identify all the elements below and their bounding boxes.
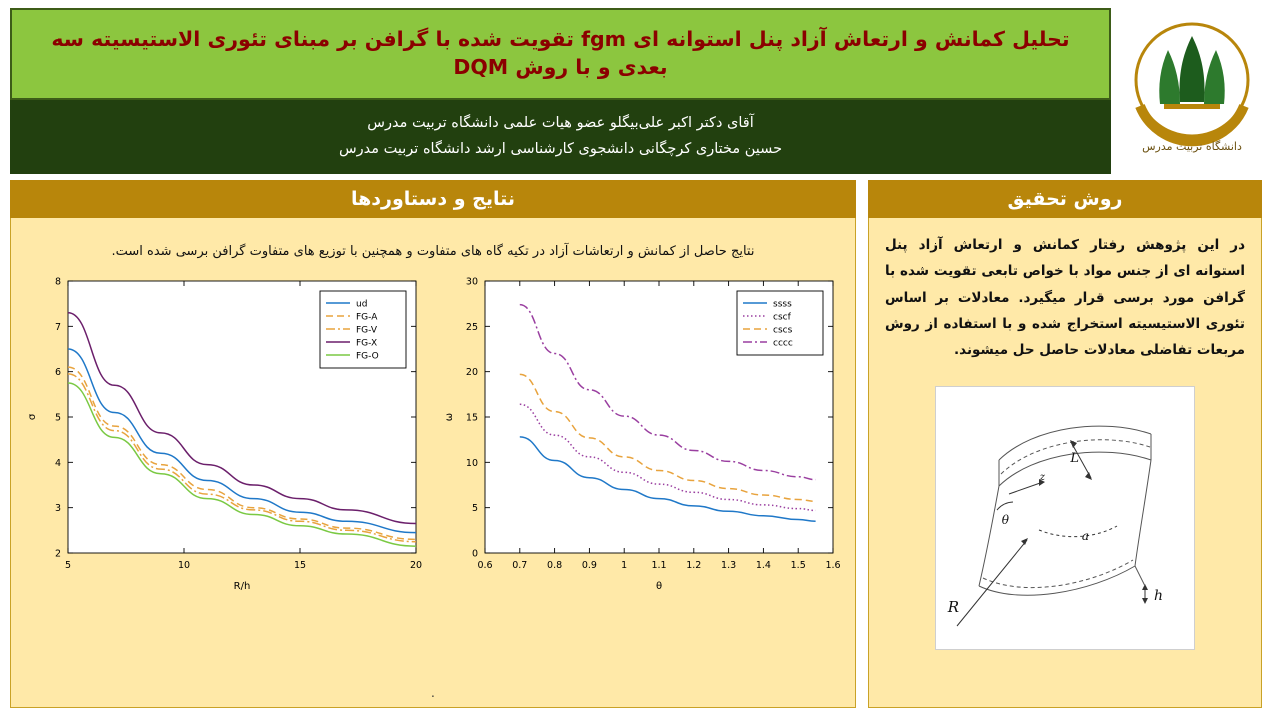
title-bar (10, 8, 1111, 100)
svg-text:دانشگاه تربیت مدرس: دانشگاه تربیت مدرس (1142, 140, 1242, 153)
svg-text:1.3: 1.3 (721, 559, 737, 571)
svg-text:3: 3 (54, 502, 61, 514)
svg-text:7: 7 (54, 321, 61, 333)
method-panel-header (868, 180, 1262, 218)
svg-text:0.7: 0.7 (512, 559, 528, 571)
author-line-1: آقای دکتر اکبر علی‌بیگلو عضو هیات علمی دانشگاه تربیت مدرس (367, 115, 754, 131)
svg-text:5: 5 (64, 559, 72, 571)
figure-label-a: a (1081, 528, 1089, 543)
svg-text:FG-A: FG-A (356, 312, 378, 323)
method-panel-title: روش تحقیق (1007, 188, 1123, 210)
svg-text:15: 15 (293, 559, 307, 571)
figure-label-L: L (1070, 450, 1079, 466)
svg-text:cscf: cscf (773, 312, 791, 323)
svg-text:2: 2 (54, 548, 61, 560)
chart-right-svg (22, 269, 430, 599)
svg-text:θ: θ (655, 580, 663, 592)
figure-label-R: R (947, 597, 959, 616)
figure-label-h: h (1153, 587, 1163, 604)
logo-graphic (1124, 10, 1260, 172)
svg-text:cscs: cscs (773, 325, 793, 336)
page-title: تحلیل کمانش و ارتعاش آزاد پنل استوانه ای fgm تقویت شده با گرافن بر مبنای تئوری الاستیسیته سه بعدی و با روش DQM (51, 27, 1070, 79)
svg-text:1: 1 (621, 559, 628, 571)
svg-text:5: 5 (54, 412, 61, 424)
charts-row (11, 269, 855, 603)
chart-right (19, 269, 430, 603)
svg-text:1.5: 1.5 (790, 559, 806, 571)
svg-text:6: 6 (54, 366, 61, 378)
svg-text:ω: ω (444, 412, 455, 421)
poster-header (10, 8, 1111, 174)
svg-text:σ: σ (27, 413, 38, 420)
svg-text:4: 4 (54, 457, 61, 469)
svg-text:30: 30 (465, 276, 478, 288)
decorative-dot: . (431, 686, 435, 700)
svg-text:0.9: 0.9 (581, 559, 597, 571)
svg-text:FG-X: FG-X (356, 338, 378, 349)
method-panel-body (868, 218, 1262, 708)
svg-text:ud: ud (356, 299, 368, 310)
results-panel-header (10, 180, 856, 218)
svg-text:10: 10 (177, 559, 191, 571)
author-line-2: حسین مختاری کرچگانی دانشجوی کارشناسی ارشد دانشگاه تربیت مدرس (338, 141, 783, 157)
svg-text:ssss: ssss (773, 299, 792, 310)
results-caption: نتایج حاصل از کمانش و ارتعاشات آزاد در تکیه گاه های متفاوت و همچنین با توزیع های متفاوت گرافن برسی شده است. (111, 244, 755, 259)
svg-text:0: 0 (471, 548, 478, 560)
svg-text:FG-V: FG-V (356, 325, 378, 336)
results-panel (10, 180, 856, 708)
cylindrical-panel-figure (935, 386, 1195, 650)
svg-text:1.4: 1.4 (755, 559, 771, 571)
results-panel-body (10, 218, 856, 708)
geometry-diagram (939, 390, 1191, 646)
svg-text:15: 15 (465, 412, 478, 424)
method-description: در این پژوهش رفتار کمانش و ارتعاش آزاد پنل استوانه ای از جنس مواد با خواص تابعی تقویت شده با گرافن مورد برسی قرار میگیرد. معادلات بر اساس تئوری الاستیسیته استخراج شده و با استفاده از روش مربعات تفاضلی معادلات حاصل حل میشوند. (885, 237, 1245, 359)
svg-text:0.6: 0.6 (477, 559, 493, 571)
figure-label-theta: θ (1001, 512, 1009, 527)
svg-text:20: 20 (465, 366, 478, 378)
svg-text:1.6: 1.6 (825, 559, 841, 571)
svg-text:FG-O: FG-O (356, 351, 379, 362)
svg-text:20: 20 (409, 559, 423, 571)
svg-text:8: 8 (54, 276, 61, 288)
svg-text:R/h: R/h (233, 580, 251, 592)
svg-text:10: 10 (465, 457, 478, 469)
svg-text:1.2: 1.2 (686, 559, 702, 571)
results-panel-title: نتایج و دستاوردها (350, 188, 516, 210)
svg-text:5: 5 (471, 502, 478, 514)
university-logo (1122, 8, 1262, 174)
svg-text:0.8: 0.8 (547, 559, 563, 571)
authors-bar (10, 100, 1111, 174)
method-panel (868, 180, 1262, 708)
svg-text:cccc: cccc (773, 338, 793, 349)
chart-left (436, 269, 847, 603)
svg-text:25: 25 (465, 321, 478, 333)
chart-left-svg (439, 269, 847, 599)
figure-label-z: z (1039, 471, 1045, 483)
svg-text:1.1: 1.1 (651, 559, 667, 571)
